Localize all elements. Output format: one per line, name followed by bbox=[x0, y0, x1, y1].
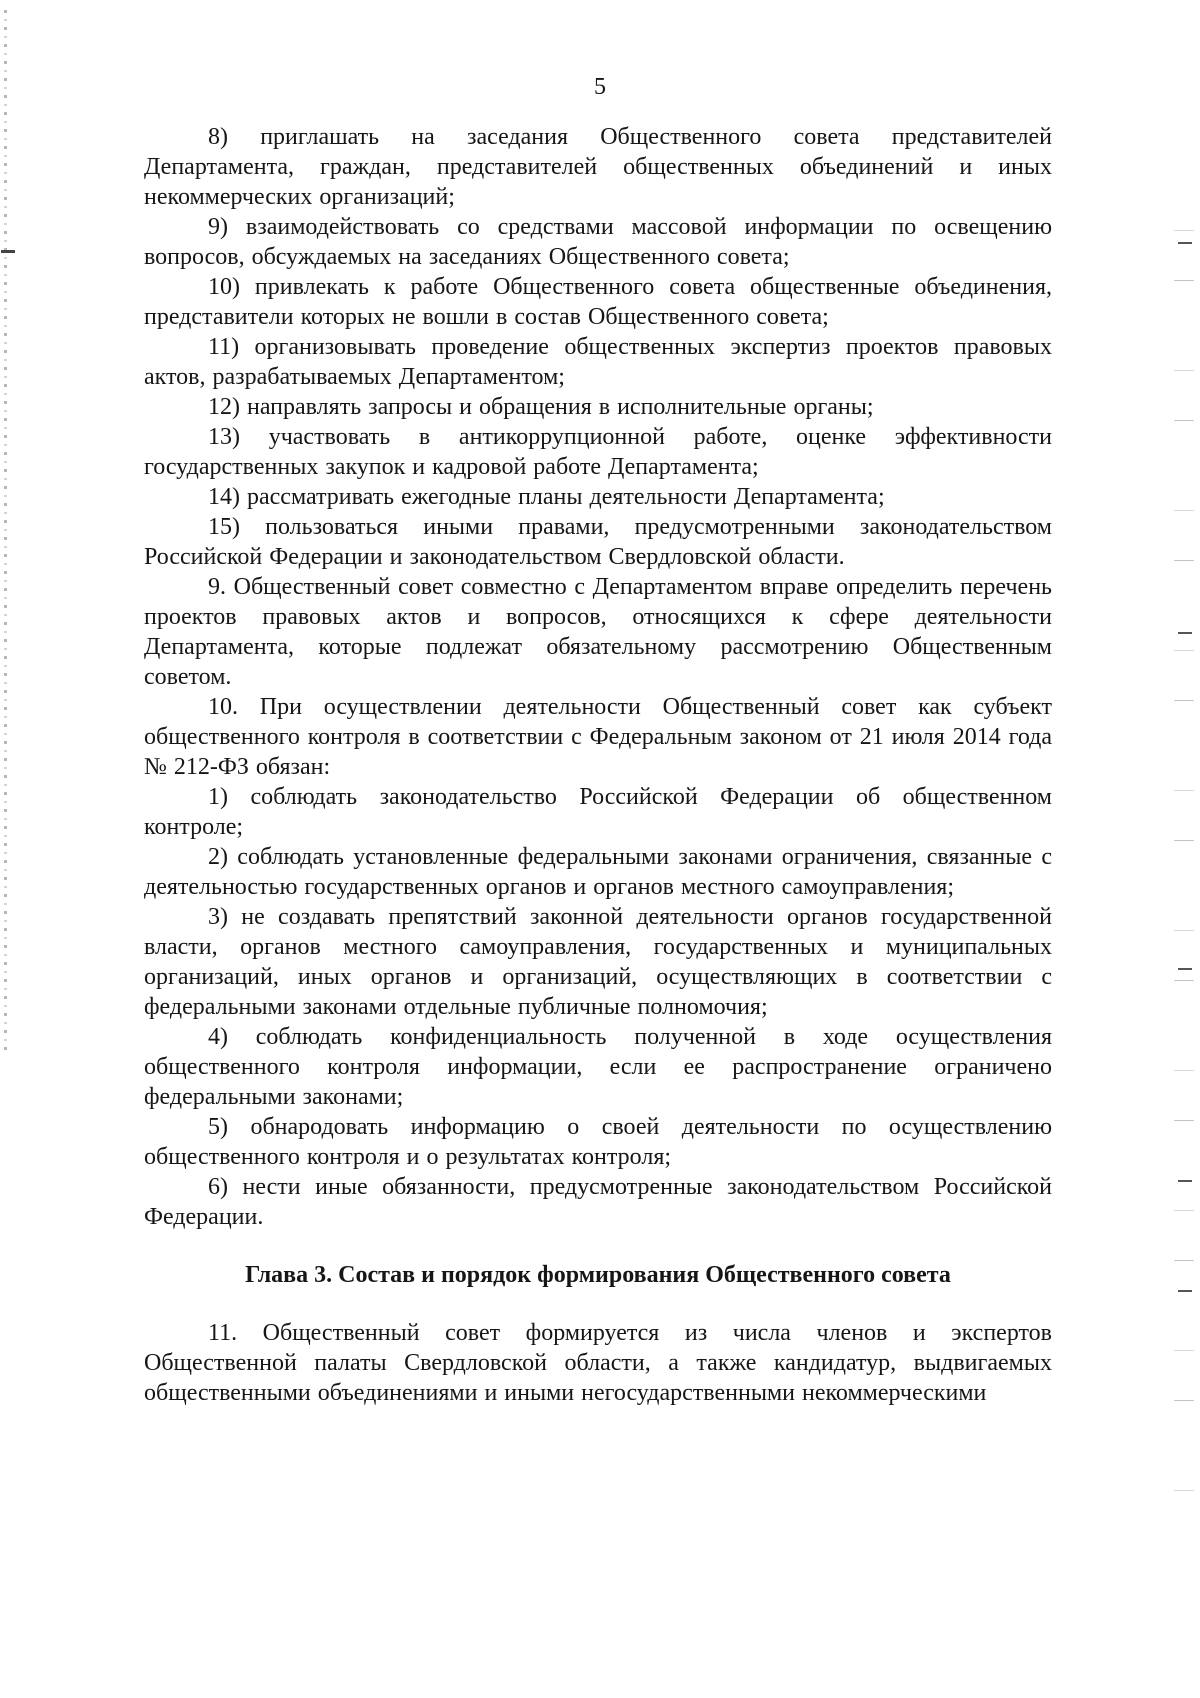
paragraph: 9. Общественный совет совместно с Департаментом вправе определить перечень проектов правовых актов и вопросов, относящихся к сфере деятельности Департамента, которые подлежат обязательному рассмотрению Общественным советом. bbox=[144, 574, 1052, 690]
paragraph: 9) взаимодействовать со средствами массовой информации по освещению вопросов, обсуждаемых на заседаниях Общественного совета; bbox=[144, 214, 1052, 270]
paragraph: 11) организовывать проведение общественных экспертиз проектов правовых актов, разрабатываемых Департаментом; bbox=[144, 334, 1052, 390]
paragraph: 11. Общественный совет формируется из числа членов и экспертов Общественной палаты Свердловской области, а также кандидатур, выдвигаемых общественными объединениями и иными негосударственными некоммерческими bbox=[144, 1320, 1052, 1406]
scan-edge-artifact-right bbox=[1174, 190, 1194, 1510]
scan-edge-mark bbox=[1178, 1290, 1192, 1292]
page-number: 5 bbox=[594, 74, 606, 100]
document-body bbox=[144, 122, 1052, 1408]
scan-edge-artifact bbox=[4, 10, 7, 1050]
paragraph: 10. При осуществлении деятельности Общественный совет как субъект общественного контроля в соответствии с Федеральным законом от 21 июля 2014 года № 212-ФЗ обязан: bbox=[144, 694, 1052, 780]
scan-edge-mark bbox=[1178, 1180, 1192, 1182]
scan-edge-mark bbox=[1, 250, 15, 253]
paragraph: 10) привлекать к работе Общественного совета общественные объединения, представители которых не вошли в состав Общественного совета; bbox=[144, 274, 1052, 330]
chapter-heading: Глава 3. Состав и порядок формирования Общественного совета bbox=[245, 1262, 951, 1288]
scan-edge-mark bbox=[1178, 632, 1192, 634]
paragraph: 13) участвовать в антикоррупционной работе, оценке эффективности государственных закупок и кадровой работе Департамента; bbox=[144, 424, 1052, 480]
paragraph: 3) не создавать препятствий законной деятельности органов государственной власти, органов местного самоуправления, государственных и муниципальных организаций, иных органов и организаций, осуществляющих в соответствии с федеральными законами отдельные публичные полномочия; bbox=[144, 904, 1052, 1020]
scan-edge-mark bbox=[1178, 968, 1192, 970]
paragraph: 12) направлять запросы и обращения в исполнительные органы; bbox=[208, 394, 874, 420]
paragraph: 1) соблюдать законодательство Российской Федерации об общественном контроле; bbox=[144, 784, 1052, 840]
scan-edge-mark bbox=[1178, 242, 1192, 244]
paragraph: 8) приглашать на заседания Общественного совета представителей Департамента, граждан, представителей общественных объединений и иных некоммерческих организаций; bbox=[144, 124, 1052, 210]
paragraph: 4) соблюдать конфиденциальность полученной в ходе осуществления общественного контроля информации, если ее распространение ограничено федеральными законами; bbox=[144, 1024, 1052, 1110]
paragraph: 5) обнародовать информацию о своей деятельности по осуществлению общественного контроля и о результатах контроля; bbox=[144, 1114, 1052, 1170]
paragraph: 2) соблюдать установленные федеральными законами ограничения, связанные с деятельностью государственных органов и органов местного самоуправления; bbox=[144, 844, 1052, 900]
paragraph: 6) нести иные обязанности, предусмотренные законодательством Российской Федерации. bbox=[144, 1174, 1052, 1230]
paragraph: 14) рассматривать ежегодные планы деятельности Департамента; bbox=[208, 484, 885, 510]
paragraph: 15) пользоваться иными правами, предусмотренными законодательством Российской Федерации и законодательством Свердловской области. bbox=[144, 514, 1052, 570]
